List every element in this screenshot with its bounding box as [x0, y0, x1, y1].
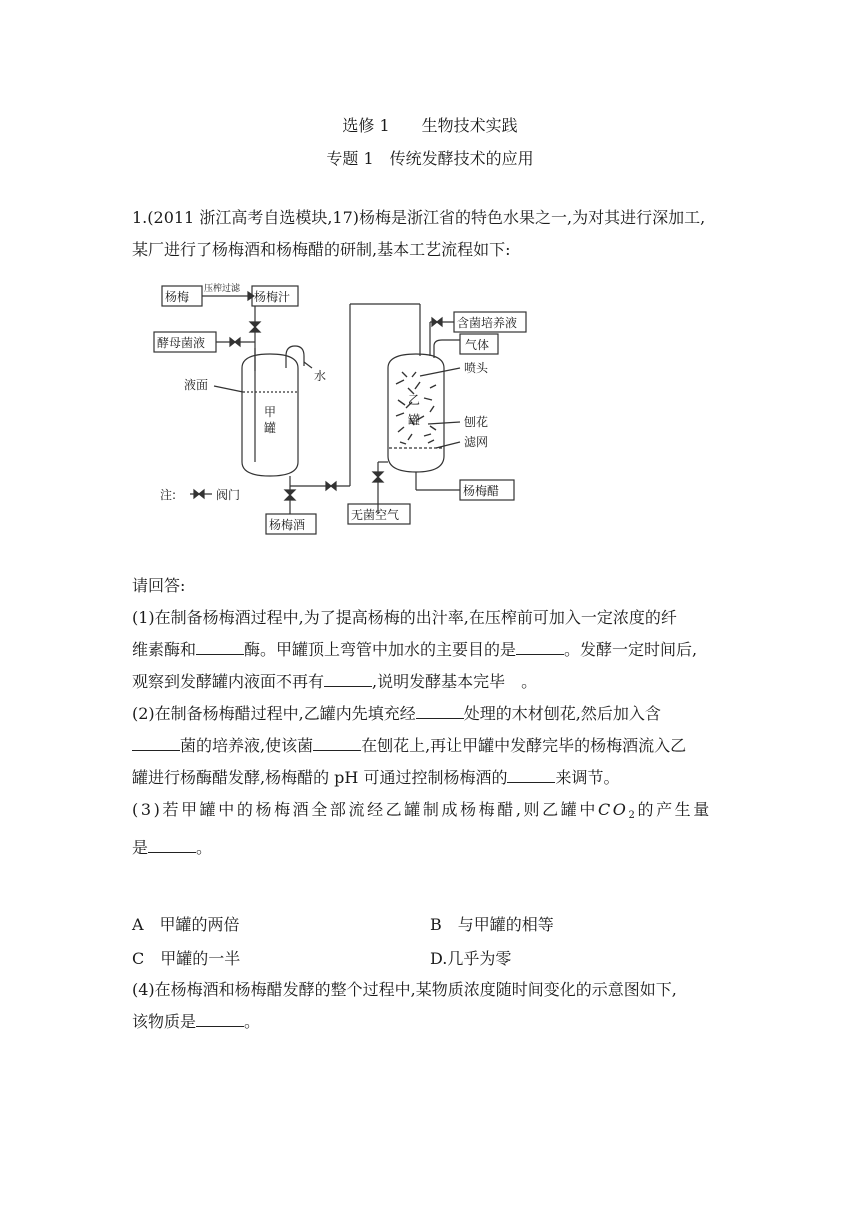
- answer-blank[interactable]: [132, 736, 180, 751]
- nozzle-label: 喷头: [464, 361, 489, 375]
- valve-label: 阀门: [216, 488, 241, 502]
- valve-icon: [199, 490, 204, 498]
- bacteria-medium-label: 含菌培养液: [457, 316, 518, 330]
- q1-text: ,说明发酵基本完毕 。: [372, 672, 538, 691]
- valve-icon: [331, 482, 336, 490]
- valve-icon: [285, 495, 295, 500]
- wood-shavings: [396, 372, 436, 444]
- sterile-air-label: 无菌空气: [351, 508, 400, 522]
- q4-line-1: (4)在杨梅酒和杨梅醋发酵的整个过程中,某物质浓度随时间变化的示意图如下,: [132, 980, 677, 999]
- answer-blank[interactable]: [507, 768, 555, 783]
- answer-blank[interactable]: [196, 640, 244, 655]
- valve-icon: [250, 327, 260, 332]
- filter-pointer: [436, 442, 460, 448]
- q4-text: 该物质是: [132, 1012, 197, 1031]
- q3-line-1: [132, 794, 732, 832]
- q2-text: 来调节。: [555, 768, 620, 787]
- level-pointer: [214, 386, 243, 392]
- tank-a-label-1: 甲: [264, 405, 277, 419]
- option-a[interactable]: A 甲罐的两倍: [132, 915, 240, 934]
- q2-line-1: [132, 698, 732, 730]
- topic-title: 专题 1 传统发酵技术的应用: [326, 149, 534, 168]
- q3-text: 。: [196, 838, 213, 857]
- q2-text: 处理的木材刨花,然后加入含: [463, 704, 661, 723]
- option-b[interactable]: B 与甲罐的相等: [430, 915, 554, 934]
- question-intro: [132, 202, 732, 266]
- q1-text: 酶。甲罐顶上弯管中加水的主要目的是: [244, 640, 517, 659]
- gas-label: 气体: [465, 338, 490, 352]
- water-label: 水: [314, 369, 327, 383]
- question-4: [132, 974, 732, 1038]
- liquid-level-label: 液面: [184, 378, 209, 392]
- answer-blank[interactable]: [516, 640, 564, 655]
- shavings-label: 刨花: [464, 415, 489, 429]
- q3-text: 是: [132, 838, 149, 857]
- nozzle-pointer: [420, 368, 460, 376]
- tank-b-label-1: 乙: [408, 393, 421, 407]
- co2-formula: CO: [597, 800, 629, 819]
- answer-blank[interactable]: [196, 1012, 244, 1027]
- q4-text: 。: [244, 1012, 261, 1031]
- tank-a-label-2: 罐: [264, 421, 277, 435]
- water-pointer: [304, 362, 312, 368]
- q1-line-1: (1)在制备杨梅酒过程中,为了提高杨梅的出汁率,在压榨前可加入一定浓度的纤: [132, 608, 677, 627]
- yeast-label: 酵母菌液: [157, 336, 206, 350]
- yangmei-label: 杨梅: [165, 290, 190, 304]
- q3-line-2: [132, 832, 732, 864]
- filter-net-label: 滤网: [464, 435, 489, 449]
- answer-blank[interactable]: [416, 704, 464, 719]
- q2-text: (2)在制备杨梅醋过程中,乙罐内先填充经: [132, 704, 416, 723]
- q2-line-3: [132, 762, 732, 794]
- wine-label: 杨梅酒: [269, 518, 306, 532]
- section-title: 选修 1 生物技术实践: [342, 116, 518, 135]
- vinegar-label: 杨梅醋: [463, 484, 500, 498]
- q1-line-2: [132, 634, 732, 666]
- q2-text: 菌的培养液,使该菌: [180, 736, 314, 755]
- option-c[interactable]: C 甲罐的一半: [132, 949, 241, 968]
- q2-line-2: [132, 730, 732, 762]
- q4-line-2: [132, 1006, 732, 1038]
- tank-b-label-2: 罐: [408, 413, 421, 427]
- juice-label: 杨梅汁: [254, 290, 291, 304]
- option-d[interactable]: D.几乎为零: [430, 949, 512, 968]
- q1-text: 维素酶和: [132, 640, 197, 659]
- answer-blank[interactable]: [313, 736, 361, 751]
- q2-text: 罐进行杨酶醋发酵,杨梅醋的 pH 可通过控制杨梅酒的: [132, 768, 508, 787]
- q3-text: 的产生量: [637, 800, 712, 819]
- q2-text: 在刨花上,再让甲罐中发酵完毕的杨梅酒流入乙: [361, 736, 687, 755]
- prompt: 请回答:: [132, 576, 186, 595]
- q3-text: (3)若甲罐中的杨梅酒全部流经乙罐制成杨梅醋,则乙罐中: [132, 800, 598, 819]
- answer-blank[interactable]: [324, 672, 372, 687]
- process-diagram: [130, 276, 550, 546]
- valve-icon: [437, 318, 442, 326]
- q1-text: 观察到发酵罐内液面不再有: [132, 672, 325, 691]
- valve-icon: [373, 477, 383, 482]
- answer-blank[interactable]: [148, 838, 196, 853]
- valve-icon: [235, 338, 240, 346]
- press-filter-label: 压榨过滤: [204, 284, 241, 294]
- question-body: [132, 570, 732, 864]
- intro-line-1: 1.(2011 浙江高考自选模块,17)杨梅是浙江省的特色水果之一,为对其进行深加工,: [132, 208, 706, 227]
- co2-subscript: 2: [628, 810, 638, 821]
- intro-line-2: 某厂进行了杨梅酒和杨梅醋的研制,基本工艺流程如下:: [132, 240, 511, 259]
- gas-pipe: [434, 340, 460, 358]
- q1-line-3: [132, 666, 732, 698]
- q1-text: 。发酵一定时间后,: [564, 640, 698, 659]
- note-label: 注:: [160, 488, 177, 502]
